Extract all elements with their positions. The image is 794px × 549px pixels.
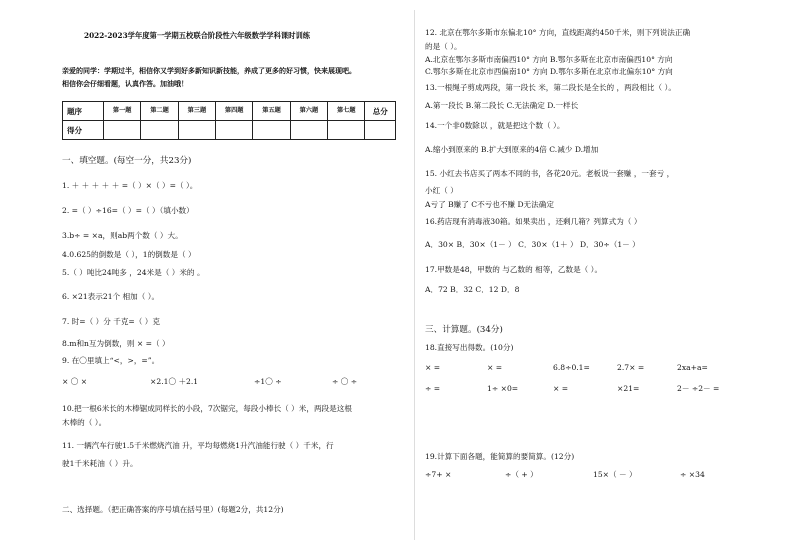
section-3-title: 三、计算题。(34分) (425, 325, 503, 335)
question-9-item: ÷ 〇 ÷ (332, 377, 358, 386)
question-11-line-1: 11. 一辆汽车行驶1.5千米燃烧汽油 升，平均每燃烧1升汽油能行驶（ ）千米，行 (62, 441, 334, 450)
question-10-line-2: 木棒的（ ）。 (62, 418, 107, 427)
question-17: 17.甲数是48，甲数的 与乙数的 相等，乙数是（ ）。 (425, 265, 603, 274)
score-cell: 第三题 (178, 102, 215, 121)
question-1: 1. ＋ ＋ ＋ ＋ ＋ =（ ）×（ ）=（ ）。 (62, 181, 198, 190)
calc-item: ÷（ + ） (505, 470, 538, 479)
question-13-options: A.第一段长 B.第二段长 C.无法确定 D.一样长 (425, 101, 579, 110)
calc-item: × = (487, 363, 503, 372)
score-cell: 第二题 (141, 102, 178, 121)
question-19: 19.计算下面各题，能简算的要简算。(12分) (425, 452, 575, 461)
score-cell: 题序 (63, 102, 104, 121)
question-13: 13.一根绳子剪成两段，第一段长 米，第二段长是全长的 ，两段相比（ ）。 (425, 83, 676, 92)
score-input-cell[interactable] (290, 121, 327, 140)
question-12-options-2: C.鄂尔多斯在北京市西偏南10° 方向 D.鄂尔多斯在北京市北偏东10° 方向 (425, 67, 673, 76)
calc-item: 2xa+a= (677, 363, 708, 372)
question-14-options: A.缩小到原来的 B.扩大到原来的4倍 C.减少 D.增加 (425, 145, 599, 154)
score-table-score-row (63, 121, 396, 140)
question-8: 8.m和n互为倒数，则 × =（ ） (62, 339, 170, 348)
greeting-text: 亲爱的同学：学期过半，相信你又学到好多新知识新技能，养成了更多的好习惯，快来展现吧。 (62, 66, 356, 75)
question-18: 18.直接写出得数。(10分) (425, 343, 514, 352)
question-15-options: A亏了 B赚了 C不亏也不赚 D无法确定 (425, 200, 554, 209)
question-17-options: A．72 B．32 C．12 D．8 (425, 285, 520, 294)
question-4: 4.0.625的倒数是（ ），1的倒数是（ ） (62, 250, 196, 259)
page-title: 2022-2023学年度第一学期五校联合阶段性六年级数学学科课时训练 (84, 31, 311, 40)
score-input-cell[interactable] (178, 121, 215, 140)
calc-item: ÷7+ × (425, 470, 452, 479)
question-5: 5.（ ）吨比24吨多 ，24米是（ ）米的 。 (62, 268, 205, 277)
calc-item: 1÷ ×0= (487, 384, 519, 393)
question-15-line-2: 小红（ ） (425, 186, 458, 195)
score-cell: 第四题 (216, 102, 253, 121)
score-cell: 第六题 (290, 102, 327, 121)
calc-item: × = (553, 384, 569, 393)
score-cell: 第七题 (328, 102, 365, 121)
question-11-line-2: 驶1千米耗油（ ）升。 (62, 459, 138, 468)
calc-item: 2－ ÷2－ = (677, 384, 720, 393)
question-9-item: ÷1〇 ÷ (254, 377, 282, 386)
question-9-item: ×2.1〇 ＋2.1 (150, 377, 199, 386)
score-input-cell[interactable] (365, 121, 396, 140)
section-2-title: 二、选择题。（把正确答案的序号填在括号里）(每题2分，共12分) (62, 505, 284, 514)
question-15-line-1: 15. 小红去书店买了两本不同的书，各花20元。老板说一套赚 ，一套亏 ， (425, 169, 675, 178)
section-1-title: 一、填空题。(每空一分，共23分) (62, 156, 192, 166)
calc-item: × = (425, 363, 441, 372)
question-2: 2. =（ ）÷16=（ ）=（ ）（填小数） (62, 206, 194, 215)
calc-item: 2.7× = (617, 363, 645, 372)
score-input-cell[interactable] (141, 121, 178, 140)
score-cell: 得分 (63, 121, 104, 140)
advice-text: 相信你会仔细看题，认真作答。加油哦！ (62, 79, 188, 88)
question-12: 12. 北京在鄂尔多斯市东偏北10° 方向，直线距离约450千米，则下列说法正确 (425, 28, 691, 37)
question-16: 16.药店现有消毒液30箱。如果卖出 ，还剩几箱？列算式为（ ） (425, 217, 642, 226)
score-cell: 第一题 (104, 102, 141, 121)
score-input-cell[interactable] (253, 121, 290, 140)
calc-item: ÷ ×34 (680, 470, 705, 479)
score-input-cell[interactable] (216, 121, 253, 140)
question-9: 9. 在〇里填上“<，>，=”。 (62, 356, 160, 365)
question-6: 6. ×21表示21个 相加（ ）。 (62, 292, 160, 301)
calc-item: ÷ = (425, 384, 441, 393)
right-column (425, 0, 765, 549)
score-table-header-row (63, 102, 396, 121)
question-9-item: × 〇 × (62, 377, 88, 386)
question-7: 7. 时=（ ）分 千克=（ ）克 (62, 317, 160, 326)
question-12-options-1: A.北京在鄂尔多斯市南偏西10° 方向 B.鄂尔多斯在北京市南偏西10° 方向 (425, 55, 673, 64)
question-3: 3.b÷ = ×a，则ab两个数（ ）大。 (62, 231, 183, 240)
score-input-cell[interactable] (104, 121, 141, 140)
question-16-options: A．30× B．30×（1－ ） C．30×（1＋ ） D．30÷（1－ ） (425, 240, 640, 249)
calc-item: 6.8÷0.1= (553, 363, 590, 372)
question-14: 14.一个非0数除以 ，就是把这个数（ ）。 (425, 121, 565, 130)
score-cell: 第五题 (253, 102, 290, 121)
calc-item: 15×（ － ） (593, 470, 637, 479)
score-cell: 总分 (365, 102, 396, 121)
calc-item: ×21= (617, 384, 640, 393)
left-column (62, 0, 407, 549)
column-divider (414, 10, 415, 540)
question-10-line-1: 10.把一根6米长的木棒锯成同样长的小段，7次锯完，每段小棒长（ ）米，两段是这根 (62, 404, 352, 413)
question-12-line-2: 的是（ ）。 (425, 42, 462, 51)
score-input-cell[interactable] (328, 121, 365, 140)
score-table (62, 101, 396, 140)
